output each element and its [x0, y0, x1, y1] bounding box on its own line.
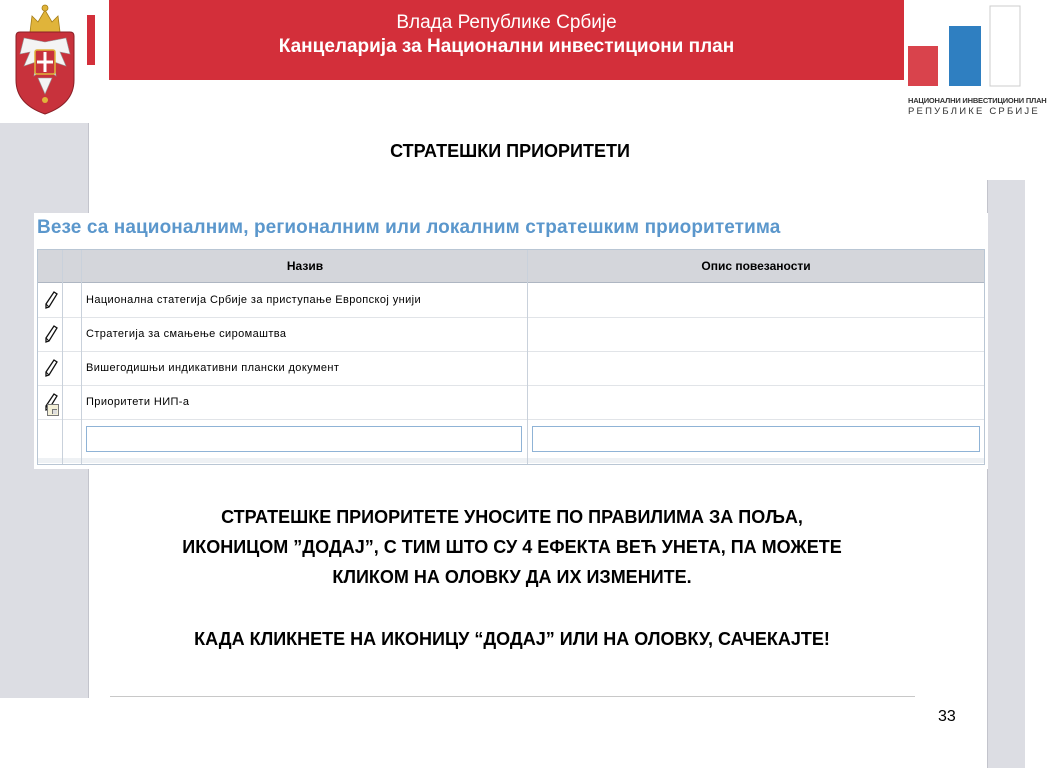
- footer-divider: [110, 696, 915, 697]
- instruction-line: ИКОНИЦОМ ”ДОДАЈ”, С ТИМ ШТО СУ 4 ЕФЕКТА ВЕЋ УНЕТА, ПА МОЖЕТЕ: [182, 537, 842, 557]
- section-title: Везе са националним, регионалним или локалним стратешким приоритетима: [37, 217, 781, 238]
- right-side-panel: [987, 180, 1025, 768]
- column-divider: [527, 250, 528, 464]
- page-title: СТРАТЕШКИ ПРИОРИТЕТИ: [390, 141, 630, 161]
- table-header: [38, 250, 984, 283]
- row-name: Национална статегија Србије за приступање Европској унији: [86, 294, 422, 306]
- column-header-name: Назив: [286, 259, 324, 273]
- header-accent-bar: [87, 15, 95, 65]
- logo-text-bottom: РЕПУБЛИКЕ СРБИЈЕ: [908, 106, 1040, 117]
- table-row: [38, 283, 984, 318]
- pencil-edit-icon[interactable]: [44, 359, 58, 377]
- add-row-icon[interactable]: [47, 404, 59, 416]
- pencil-edit-icon[interactable]: [44, 291, 58, 309]
- logo-text-top: НАЦИОНАЛНИ ИНВЕСТИЦИОНИ ПЛАН: [908, 96, 1047, 105]
- header-government-title: Влада Републике Србије: [396, 12, 617, 33]
- table-footer: [38, 458, 984, 463]
- row-name: Вишегодишњи индикативни плански документ: [86, 362, 340, 374]
- new-description-input[interactable]: [532, 426, 980, 452]
- column-header-description: Опис повезаности: [701, 259, 811, 273]
- instruction-line: КЛИКОМ НА ОЛОВКУ ДА ИХ ИЗМЕНИТЕ.: [332, 567, 692, 587]
- new-name-input[interactable]: [86, 426, 522, 452]
- serbia-coat-of-arms-icon: [10, 2, 80, 116]
- pencil-edit-icon[interactable]: [44, 325, 58, 343]
- header-banner: [109, 0, 904, 80]
- page-number: 33: [938, 708, 956, 725]
- instructions-text: [40, 502, 984, 592]
- table-row: [38, 385, 984, 420]
- instruction-wait: КАДА КЛИКНЕТЕ НА ИКОНИЦУ “ДОДАЈ” ИЛИ НА ОЛОВКУ, САЧЕКАЈТЕ!: [194, 629, 830, 649]
- instruction-line: СТРАТЕШКЕ ПРИОРИТЕТЕ УНОСИТЕ ПО ПРАВИЛИМА ЗА ПОЉА,: [221, 507, 803, 527]
- header-office-title: Канцеларија за Национални инвестициони план: [278, 36, 735, 57]
- column-divider: [62, 250, 63, 464]
- column-divider: [81, 250, 82, 464]
- row-name: Приоритети НИП-а: [86, 396, 190, 408]
- row-name: Стратегија за смањење сиромаштва: [86, 328, 287, 340]
- embedded-screenshot: [34, 213, 988, 469]
- table-row: [38, 317, 984, 352]
- priorities-table: [37, 249, 985, 465]
- table-row: [38, 351, 984, 386]
